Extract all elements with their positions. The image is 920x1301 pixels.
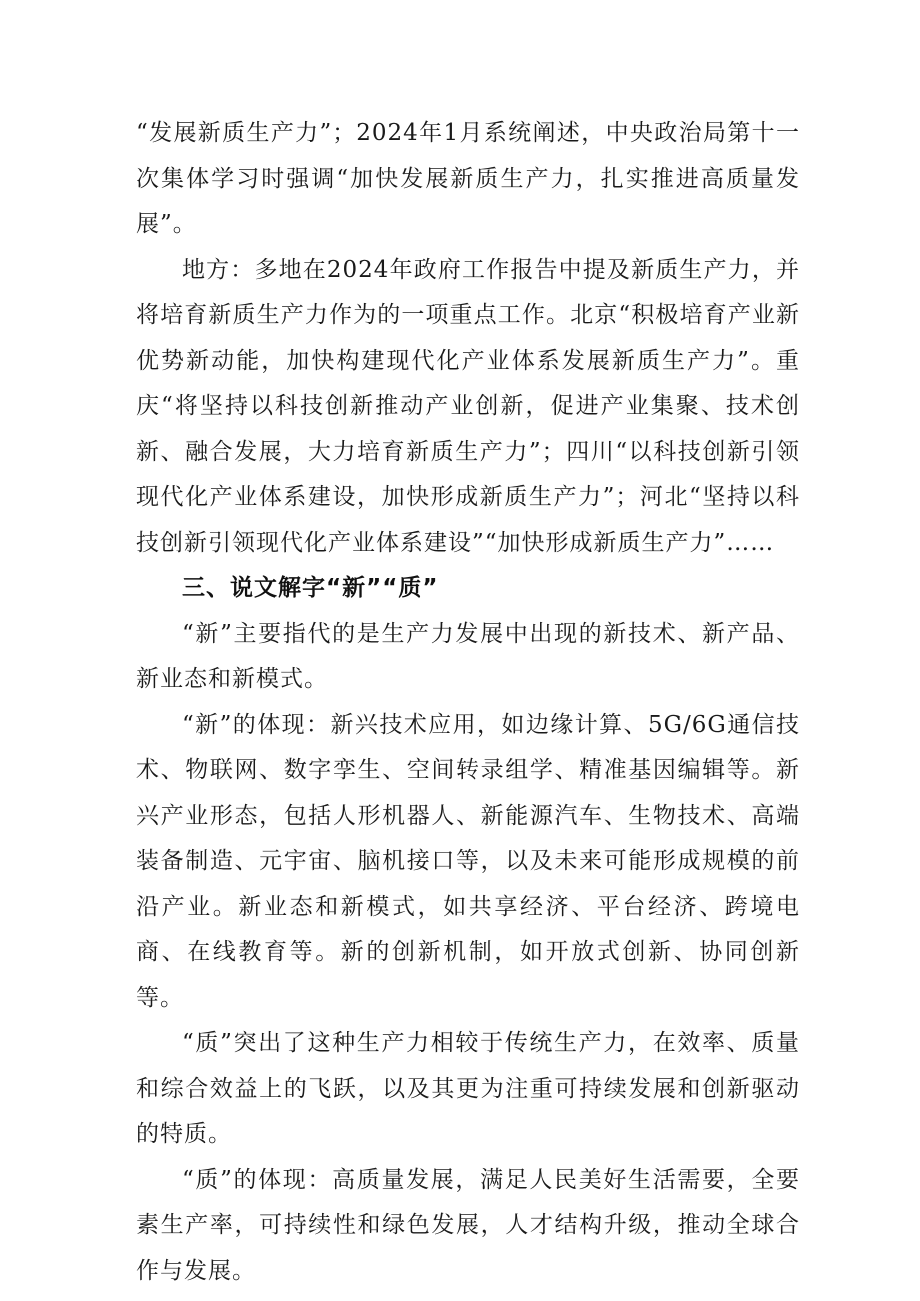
- paragraph-xin-embodiment: “新”的体现：新兴技术应用，如边缘计算、5G/6G通信技术、物联网、数字孪生、空间转录组学、精准基因编辑等。新兴产业形态，包括人形机器人、新能源汽车、生物技术、高端装备制造、元宇宙、脑机接口等，以及未来可能形成规模的前沿产业。新业态和新模式，如共享经济、平台经济、跨境电商、在线教育等。新的创新机制，如开放式创新、协同创新等。: [136, 711, 800, 1011]
- paragraph-zhi-meaning: “质”突出了这种生产力相较于传统生产力，在效率、质量和综合效益上的飞跃，以及其更为注重可持续发展和创新驱动的特质。: [136, 1030, 800, 1147]
- section-heading: 三、说文解字“新”“质”: [182, 575, 439, 601]
- paragraph-continued: “发展新质生产力”；2024年1月系统阐述，中央政治局第十一次集体学习时强调“加快发展新质生产力，扎实推进高质量发展”。: [136, 120, 800, 237]
- paragraph-local-government: 地方：多地在2024年政府工作报告中提及新质生产力，并将培育新质生产力作为的一项重点工作。北京“积极培育产业新优势新动能，加快构建现代化产业体系发展新质生产力”。重庆“将坚持以科技创新推动产业创新，促进产业集聚、技术创新、融合发展，大力培育新质生产力”；四川“以科技创新引领现代化产业体系建设，加快形成新质生产力”；河北“坚持以科技创新引领现代化产业体系建设”“加快形成新质生产力”……: [136, 256, 800, 556]
- paragraph-zhi-embodiment: “质”的体现：高质量发展，满足人民美好生活需要，全要素生产率，可持续性和绿色发展，人才结构升级，推动全球合作与发展。: [136, 1166, 800, 1284]
- paragraph-xin-meaning: “新”主要指代的是生产力发展中出现的新技术、新产品、新业态和新模式。: [136, 620, 800, 692]
